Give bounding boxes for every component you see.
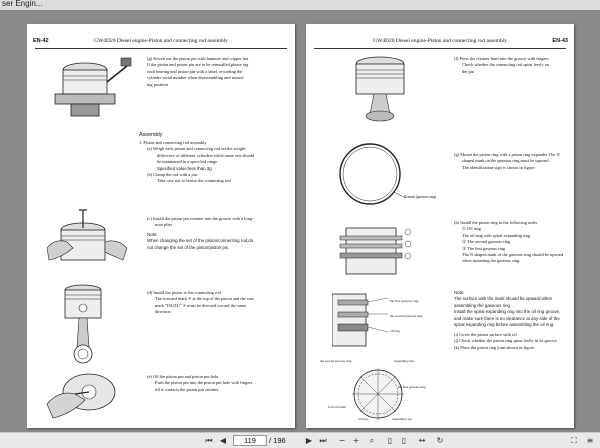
first-page-button[interactable]: ⏮ — [205, 436, 213, 445]
figure-piston-connecting-rod — [51, 282, 115, 366]
step-h-text: (h) Install the piston ring in the following order ① Oil ring The oil ring with spiral expanding ring ② The second gaseous ring ③ The first gaseous ring The N shaped mark of the gaseous ring should be upward when mounting the gaseous ring. — [454, 220, 564, 264]
step-g-text: (g) Mount the piston ring with a piston ring expander The N shaped mark on the gaseous ring must be upward. The identification sign is shown in figure. — [454, 152, 560, 170]
assembly-list: 1. Piston and connecting rod assembly (a) Weigh each piston and connecting rod set,the weight difference of different cylinders while same sets should be maintained in a specified range Specified value:less than 3g (b) Clamp the rod with a jaw Take care not to bruise the connecting rod — [139, 140, 255, 184]
step-g-text: (g) Knock out the piston pin with hammer and copper bar If the piston and piston pin are to be reinstalled,please tag each bearing and piston pin with a label, recording the cylinder serial number when disassembling and mount- ing position — [147, 56, 249, 87]
header-rule — [314, 48, 566, 49]
zoom-out-icon[interactable]: − — [338, 436, 346, 445]
step-f-text: (f) Press the retainer hard into the groove with fingers. Check whether the connecting rod spins freely on the pin — [454, 56, 550, 74]
page-number-input[interactable]: 119 — [233, 435, 267, 446]
page-number: EN-43 — [552, 38, 568, 44]
diagram-label-oil-ring: oil ring — [358, 417, 368, 421]
single-page-icon[interactable]: ▯ — [387, 436, 393, 445]
two-page-icon[interactable]: ▯ — [401, 436, 407, 445]
figure-knock-out-pin — [45, 52, 133, 120]
header-rule — [35, 48, 287, 49]
fullscreen-icon[interactable]: ⛶ — [571, 436, 577, 445]
page-en-42 — [27, 24, 295, 428]
step-e-text: (e) Oil the piston pin and piston pin hole Push the piston pin into the piston pin hole with fingers till it contacts the piston pin retainer — [147, 374, 253, 392]
search-icon[interactable]: ⌕ — [369, 436, 375, 445]
page-header — [306, 38, 574, 48]
diagram-label-first-ring: the first gaseous ring — [398, 385, 426, 389]
last-page-button[interactable]: ⏭ — [319, 436, 327, 445]
viewer-toolbar — [0, 432, 600, 448]
fit-width-icon[interactable]: ↔ — [418, 436, 426, 445]
menu-icon[interactable]: ≡ — [586, 436, 594, 445]
zoom-in-icon[interactable]: + — [352, 436, 360, 445]
next-page-button[interactable]: ▶ — [305, 436, 313, 445]
diagram-label-expanding-ring: expanding ring — [394, 359, 414, 363]
title-bar — [0, 0, 600, 10]
note-c: Note: When changing the set of the piston/connecting rod,do not change the set of the piston/piston pin. — [147, 232, 254, 250]
n-mark-label: N mark (gaseous ring) — [404, 195, 437, 199]
figure-ring-order — [328, 220, 416, 282]
figure-n-mark-ring — [326, 136, 436, 216]
figure-press-retainer — [340, 52, 420, 124]
rotate-icon[interactable]: ↻ — [436, 436, 444, 445]
figure-push-pin — [45, 368, 129, 424]
note-rings: Note: The surface with the mark should be upward when assembling the gaseous ring Install the spiral expanding ring into the oil ring groove, and make sure there is no clearance at any side of the spiral expanding ring before assembling the oil ring — [454, 290, 561, 328]
step-d-text: (d) Install the piston to the connecting rod The forward mark ® at the top of the piston and the cast mark "ISUZU" ® must be directed toward the same direction — [147, 290, 254, 315]
page-number: EN-42 — [33, 38, 49, 44]
page-header-title: GW4D20 Diesel engine-Piston and connecting rod assembly — [94, 38, 228, 44]
document-viewer[interactable] — [0, 10, 600, 432]
ring-labels: the first gaseous ring the second gaseous ring oil ring — [390, 299, 423, 333]
figure-install-retainer — [43, 208, 131, 274]
assembly-heading: Assembly — [139, 132, 163, 138]
diagram-label-forward-mark: forward mark — [328, 405, 347, 409]
diagram-label-expanding-ring-2: expanding ring — [392, 417, 412, 421]
page-header-title: GW4D20 Diesel engine-Piston and connecting rod assembly — [373, 38, 507, 44]
step-c-text: (c) Install the piston pin retainer into the groove with a long- nose plier — [147, 216, 254, 228]
window-title: ser Engin... — [2, 0, 43, 8]
page-total: / 196 — [269, 436, 286, 445]
page-header — [27, 38, 295, 48]
page-en-43 — [306, 24, 574, 428]
diagram-label-second-ring: the second gaseous ring — [320, 359, 352, 363]
steps-ijk: (i) Cover the piston surface with oil (j) Check whether the piston ring spins freely in its groove (k) Place the piston ring joint shown in figure. — [454, 332, 557, 350]
previous-page-button[interactable]: ◀ — [219, 436, 227, 445]
